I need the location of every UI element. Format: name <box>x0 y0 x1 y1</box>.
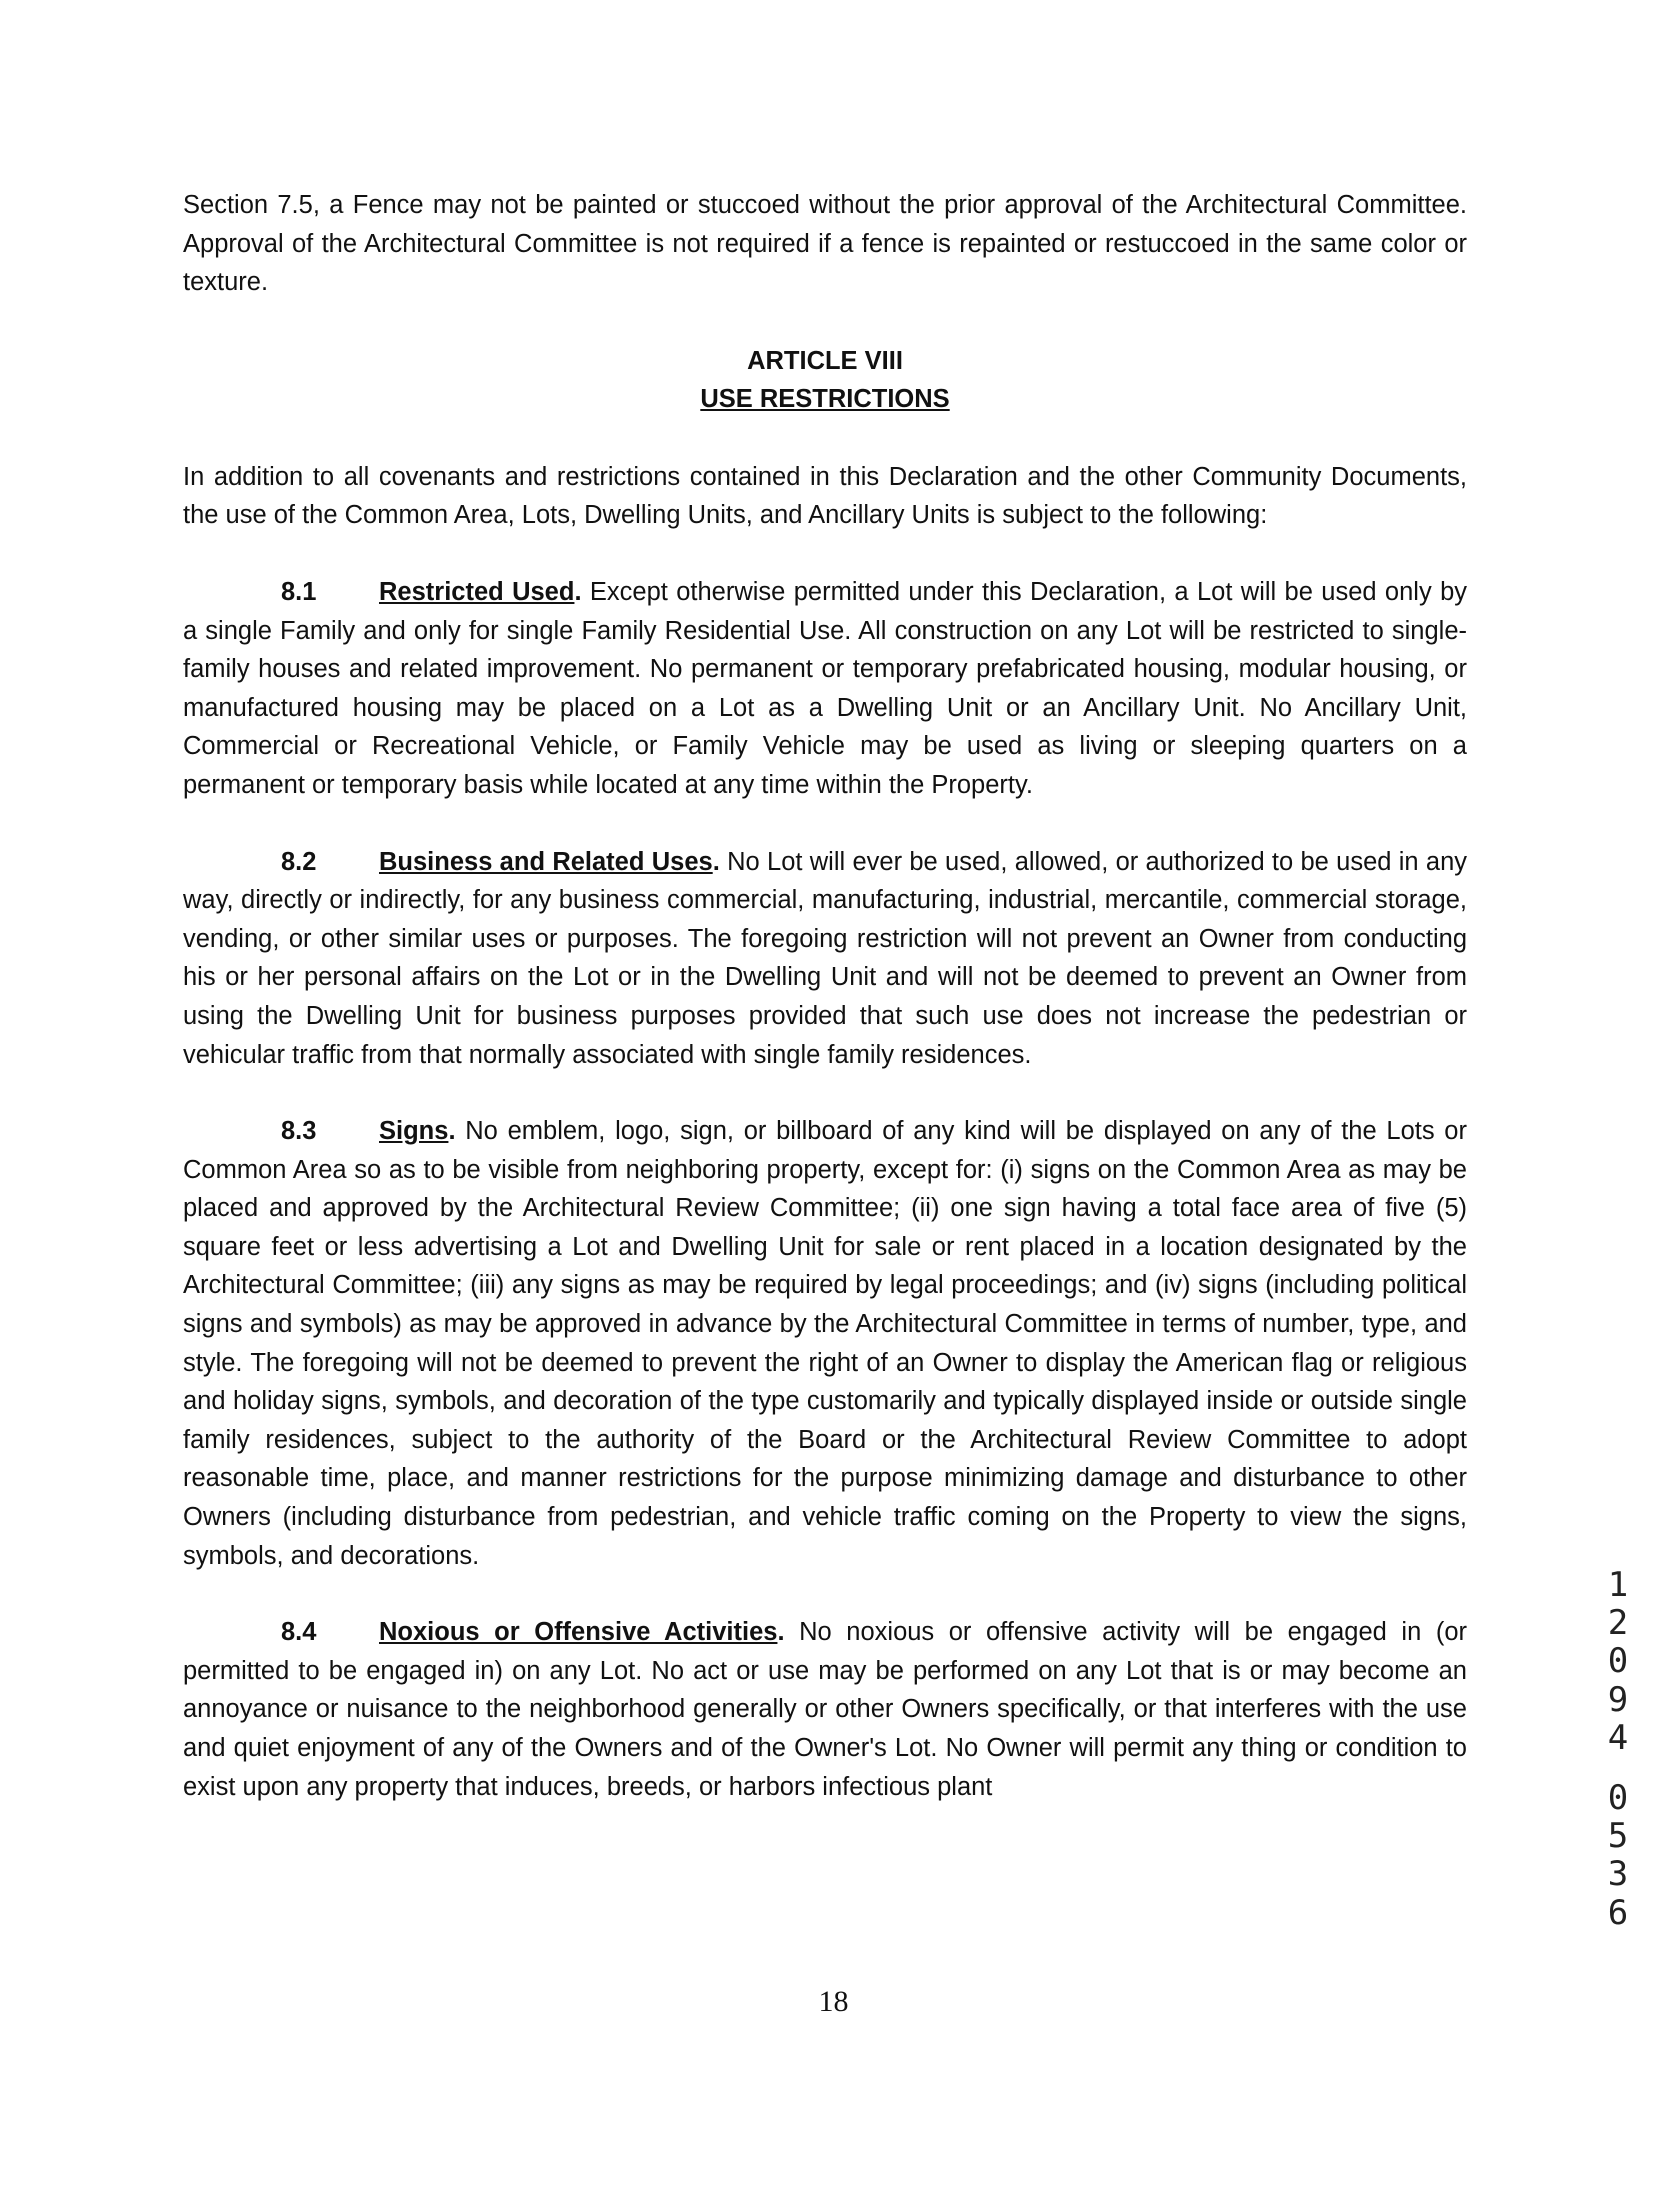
recording-stamp-bottom <box>1598 1779 1638 1932</box>
section-number: 8.4 <box>281 1618 317 1647</box>
section-8-4: 8.4 Noxious or Offensive Activities. No noxious or offensive activity will be engaged in (or permitted to be engaged in) on any Lot. No act or use may be performed on any Lot that is or may become an annoyance or nuisance to the neighborhood generally or other Owners specifically, or that interferes with the use and quiet enjoyment of any of the Owners and of the Owner's Lot. No Owner will permit any thing or condition to exist upon any property that induces, breeds, or harbors infectious plant <box>183 1613 1467 1806</box>
stamp-digit: 3 <box>1607 1854 1629 1895</box>
section-title: Signs <box>379 1117 449 1146</box>
section-8-3: 8.3 Signs. No emblem, logo, sign, or billboard of any kind will be displayed on any of the Lots or Common Area so as to be visible from neighboring property, except for: (i) signs on the Common Area as may be placed and approved by the Architectural Review Committee; (ii) one sign having a total face area of five (5) square feet or less advertising a Lot and Dwelling Unit for sale or rent placed in a location designated by the Architectural Committee; (iii) any signs as may be required by legal proceedings; and (iv) signs (including political signs and symbols) as may be approved in advance by the Architectural Committee in terms of number, type, and style. The foregoing will not be deemed to prevent the right of an Owner to display the American flag or religious and holiday signs, symbols, and decoration of the type customarily and typically displayed inside or outside single family residences, subject to the authority of the Board or the Architectural Review Committee to adopt reasonable time, place, and manner restrictions for the purpose minimizing damage and disturbance to other Owners (including disturbance from pedestrian, and vehicle traffic coming on the Property to view the signs, symbols, and decorations. <box>183 1112 1467 1575</box>
article-title: USE RESTRICTIONS <box>700 384 950 413</box>
intro-paragraph: Section 7.5, a Fence may not be painted or stuccoed without the prior approval of the Architectural Committee. Approval of the Architectural Committee is not required if a fence is repainted or restuccoed in the same color or texture. <box>183 191 1467 297</box>
section-number: 8.2 <box>281 847 317 876</box>
section-8-1: 8.1 Restricted Used. Except otherwise permitted under this Declaration, a Lot will be used only by a single Family and only for single Family Residential Use. All construction on any Lot will be restricted to single-family houses and related improvement. No permanent or temporary prefabricated housing, modular housing, or manufactured housing may be placed on a Lot as a Dwelling Unit or an Ancillary Unit. No Ancillary Unit, Commercial or Recreational Vehicle, or Family Vehicle may be used as living or sleeping quarters on a permanent or temporary basis while located at any time within the Property. <box>183 573 1467 805</box>
stamp-digit: 0 <box>1607 1641 1629 1682</box>
stamp-digit: 1 <box>1607 1565 1629 1605</box>
section-body: No Lot will ever be used, allowed, or authorized to be used in any way, directly or indirectly, for any business commercial, manufacturing, industrial, mercantile, commercial storage, vending, or other similar uses or purposes. The foregoing restriction will not prevent an Owner from conducting his or her personal affairs on the Lot or in the Dwelling Unit and will not be deemed to prevent an Owner from using the Dwelling Unit for business purposes provided that such use does not increase the pedestrian or vehicular traffic from that normally associated with single family residences. <box>183 847 1468 1069</box>
article-heading <box>183 342 1467 418</box>
section-body: No noxious or offensive activity will be engaged in (or permitted to be engaged in) on any Lot. No act or use may be performed on any Lot that is or may become an annoyance or nuisance to the neighborhood generally or other Owners specifically, or that interferes with the use and quiet enjoyment of any of the Owners and of the Owner's Lot. No Owner will permit any thing or condition to exist upon any property that induces, breeds, or harbors infectious plant <box>183 1618 1467 1801</box>
section-title: Restricted Used <box>379 577 575 606</box>
stamp-digit: 9 <box>1607 1679 1629 1720</box>
stamp-digit: 5 <box>1607 1816 1629 1857</box>
page-number: 18 <box>818 1985 849 2018</box>
stamp-digit: 0 <box>1607 1778 1629 1818</box>
stamp-digit: 2 <box>1607 1603 1629 1644</box>
section-8-2: 8.2 Business and Related Uses. No Lot will ever be used, allowed, or authorized to be used in any way, directly or indirectly, for any business commercial, manufacturing, industrial, mercantile, commercial storage, vending, or other similar uses or purposes. The foregoing restriction will not prevent an Owner from conducting his or her personal affairs on the Lot or in the Dwelling Unit and will not be deemed to prevent an Owner from using the Dwelling Unit for business purposes provided that such use does not increase the pedestrian or vehicular traffic from that normally associated with single family residences. <box>183 843 1467 1075</box>
article-number: ARTICLE VIII <box>747 346 903 375</box>
section-number: 8.1 <box>281 577 317 606</box>
section-title: Business and Related Uses <box>379 847 713 876</box>
recording-stamp-top <box>1598 1566 1638 1757</box>
section-body: Except otherwise permitted under this Declaration, a Lot will be used only by a single Family and only for single Family Residential Use. All construction on any Lot will be restricted to single-family houses and related improvement. No permanent or temporary prefabricated housing, modular housing, or manufactured housing may be placed on a Lot as a Dwelling Unit or an Ancillary Unit. No Ancillary Unit, Commercial or Recreational Vehicle, or Family Vehicle may be used as living or sleeping quarters on a permanent or temporary basis while located at any time within the Property. <box>183 577 1467 799</box>
preamble-paragraph: In addition to all covenants and restrictions contained in this Declaration and the other Community Documents, the use of the Common Area, Lots, Dwelling Units, and Ancillary Units is subject to the following: <box>183 462 1467 530</box>
section-number: 8.3 <box>281 1117 317 1146</box>
section-title: Noxious or Offensive Activities <box>379 1618 778 1647</box>
stamp-digit: 6 <box>1607 1892 1629 1933</box>
page-content <box>183 186 1467 1806</box>
stamp-digit: 4 <box>1607 1717 1629 1758</box>
section-body: No emblem, logo, sign, or billboard of any kind will be displayed on any of the Lots or Common Area so as to be visible from neighboring property, except for: (i) signs on the Common Area as may be placed and approved by the Architectural Review Committee; (ii) one sign having a total face area of five (5) square feet or less advertising a Lot and Dwelling Unit for sale or rent placed in a location designated by the Architectural Committee; (iii) any signs as may be required by legal proceedings; and (iv) signs (including political signs and symbols) as may be approved in advance by the Architectural Committee in terms of number, type, and style. The foregoing will not be deemed to prevent the right of an Owner to display the American flag or religious and holiday signs, symbols, and decoration of the type customarily and typically displayed inside or outside single family residences, subject to the authority of the Board or the Architectural Review Committee to adopt reasonable time, place, and manner restrictions for the purpose minimizing damage and disturbance to other Owners (including disturbance from pedestrian, and vehicle traffic coming on the Property to view the signs, symbols, and decorations. <box>183 1117 1467 1570</box>
